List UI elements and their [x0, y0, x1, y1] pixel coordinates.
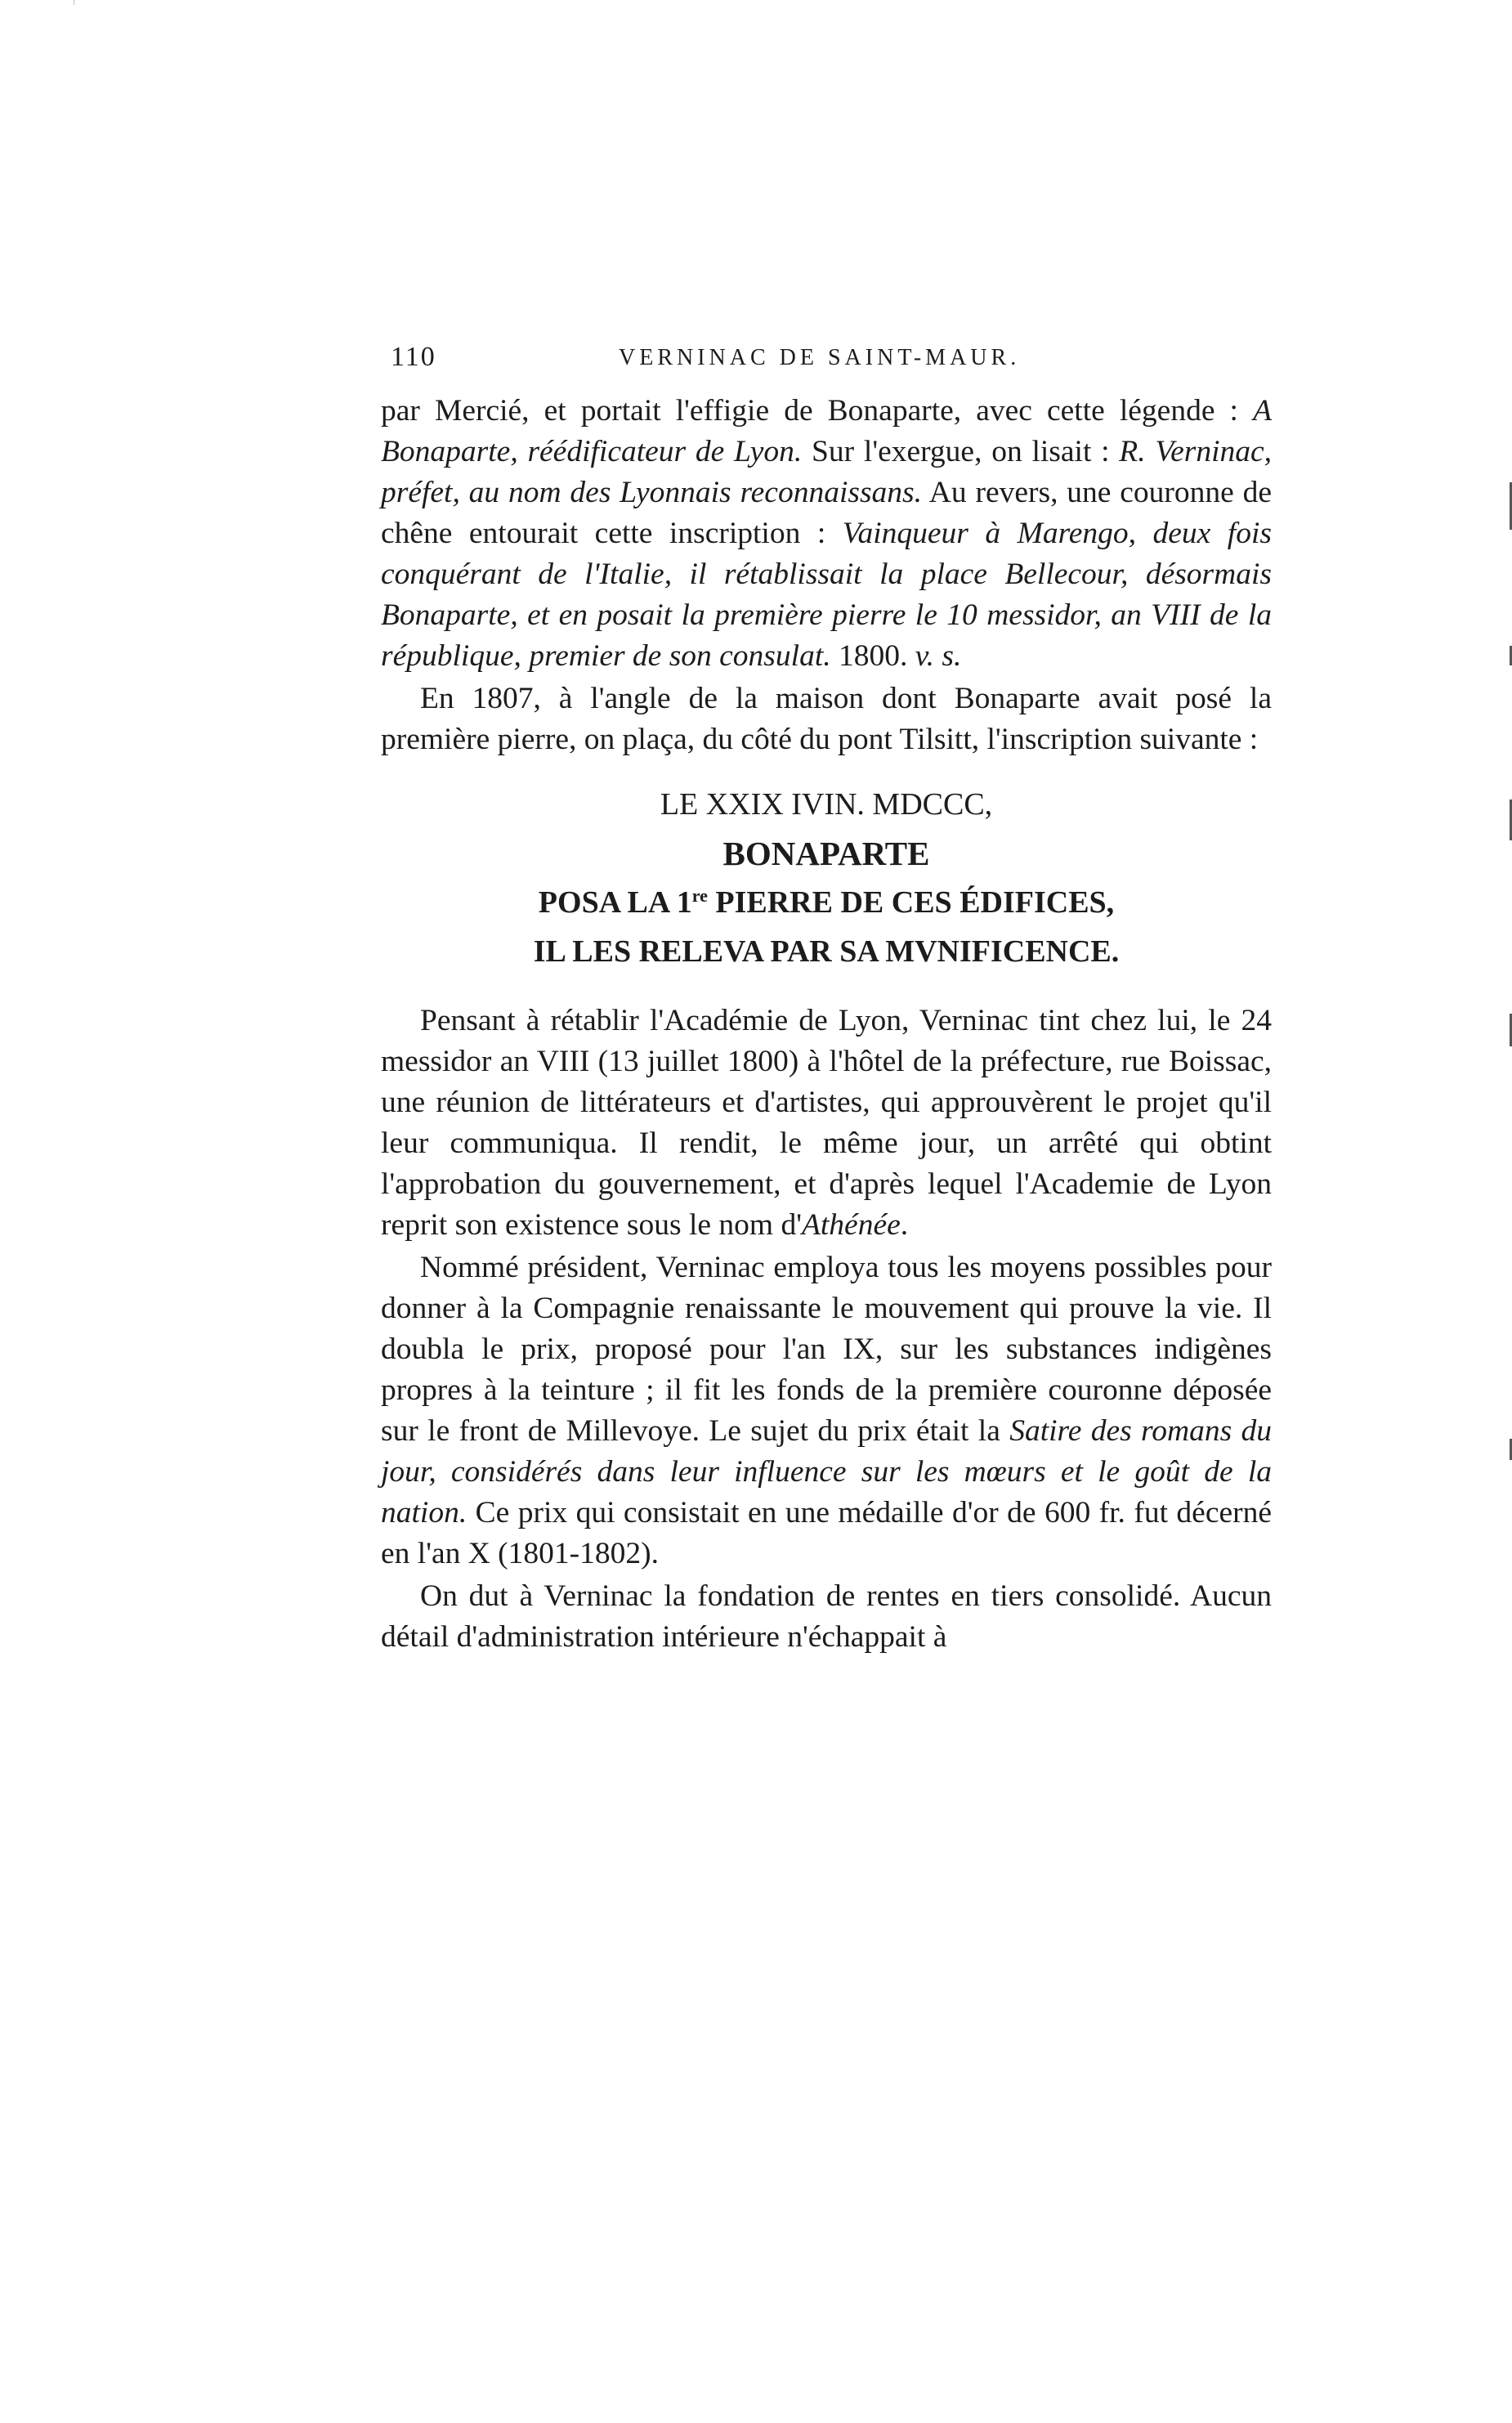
text-run: Nommé président, Verninac employa tous les moyens possibles pour donner à la Compagnie renaissante le mouvement qui prouve la vie. Il doubla le prix, proposé pour l'an IX, sur les substances indigènes propres à la teinture ; il fit les fonds de la première couronne déposée sur le front de Millevoye. Le sujet du prix était la — [381, 1251, 1272, 1448]
text-run: Pensant à rétablir l'Académie de Lyon, Verninac tint chez lui, le 24 messidor an VIII (13 juillet 1800) à l'hôtel de la préfecture, rue Boissac, une réunion de littérateurs et d'artistes, qui approuvèrent le projet qu'il leur communiqua. Il rendit, le même jour, un arrêté qui obtint l'approbation du gouvernement, et d'après lequel l'Academie de Lyon reprit son existence sous le nom d' — [381, 1004, 1272, 1242]
paragraph-1 — [381, 391, 1272, 677]
paragraph-2: En 1807, à l'angle de la maison dont Bonaparte avait posé la première pierre, on plaça, du côté du pont Tilsitt, l'inscription suivante : — [381, 682, 1272, 756]
page-header — [386, 337, 1277, 378]
paragraph-4 — [381, 1247, 1272, 1574]
paragraph-3 — [381, 1001, 1272, 1246]
text-run: par Mercié, et portait l'effigie de Bonaparte, avec cette légende : — [381, 394, 1254, 428]
page-number: 110 — [391, 342, 436, 372]
italic-run: Satire des romans du jour, considérés dans leur influence sur les mœurs et le goût de la nation. — [381, 1414, 1272, 1529]
text-run: Ce prix qui consistait en une médaille d'or de 600 fr. fut décerné en l'an X (1801-1802). — [381, 1496, 1272, 1570]
text-run: POSA LA 1 — [538, 885, 692, 920]
text-run: 1800. — [830, 639, 915, 673]
italic-run: Vainqueur à Marengo, deux fois conquérant de l'Italie, il rétablissait la place Bellecour, désormais Bonaparte, et en posait la première pierre le 10 messidor, an VIII de la république, premier de son consulat. — [381, 517, 1272, 673]
italic-run: A Bonaparte, réédificateur de Lyon. — [381, 394, 1272, 468]
paragraph-5: On dut à Verninac la fondation de rentes en tiers consolidé. Aucun détail d'administration intérieure n'échappait à — [381, 1579, 1272, 1654]
text-run: Sur l'exergue, on lisait : — [802, 435, 1120, 468]
italic-run: v. s. — [915, 639, 962, 673]
page-body — [381, 391, 1272, 1658]
running-title: VERNINAC DE SAINT-MAUR. — [619, 345, 1021, 370]
italic-run: Athénée — [801, 1208, 901, 1242]
inscription-line-4: IL LES RELEVA PAR SA MVNIFICENCE. — [533, 934, 1120, 969]
text-run: Au revers, une couronne de chêne entourait cette inscription : — [381, 476, 1272, 550]
text-run: PIERRE DE CES ÉDIFICES, — [707, 885, 1115, 920]
inscription-line-2: BONAPARTE — [722, 835, 930, 872]
inscription-block — [381, 780, 1272, 976]
inscription-line-3 — [381, 878, 1272, 927]
superscript: re — [691, 885, 708, 906]
inscription-line-1: LE XXIX IVIN. MDCCC, — [660, 787, 993, 822]
text-run: . — [900, 1208, 909, 1242]
italic-run: R. Verninac, préfet, au nom des Lyonnais reconnaissans. — [381, 435, 1273, 509]
